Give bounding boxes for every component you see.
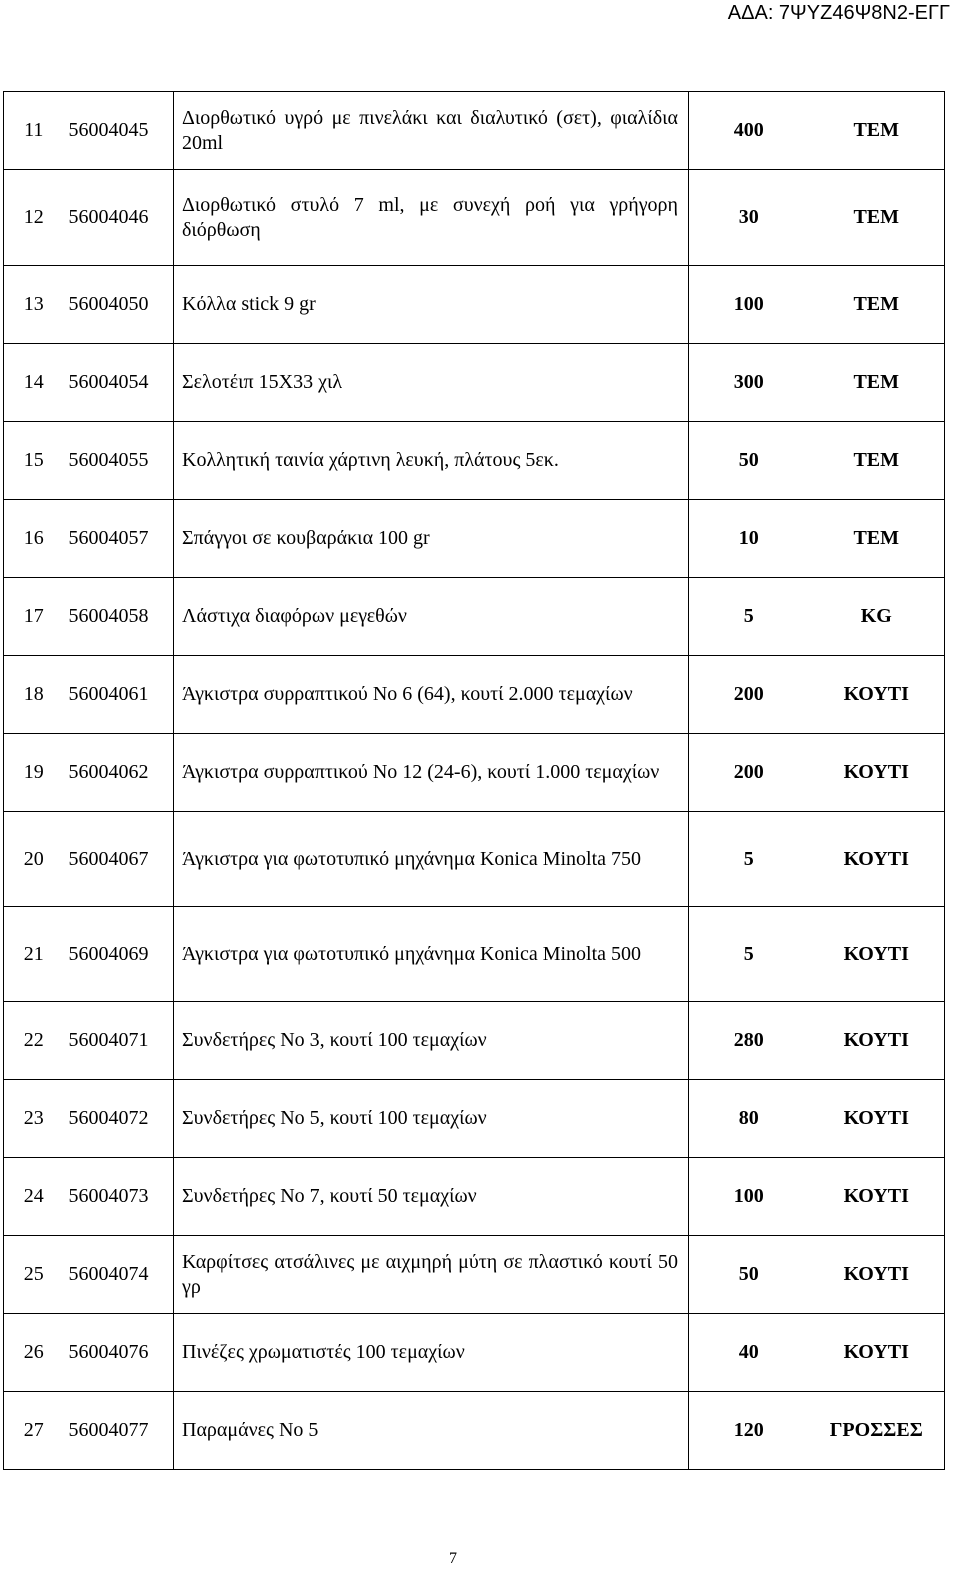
item-code: 56004067 — [64, 812, 174, 907]
table-row — [4, 1314, 945, 1392]
item-quantity: 300 — [689, 344, 809, 422]
item-code: 56004073 — [64, 1158, 174, 1236]
item-number: 23 — [4, 1080, 64, 1158]
item-description: Κολλητική ταινία χάρτινη λευκή, πλάτους 5εκ. — [174, 422, 689, 500]
item-description: Κόλλα stick 9 gr — [174, 266, 689, 344]
item-description: Συνδετήρες Νο 5, κουτί 100 τεμαχίων — [174, 1080, 689, 1158]
item-quantity: 200 — [689, 734, 809, 812]
item-description: Συνδετήρες Νο 7, κουτί 50 τεμαχίων — [174, 1158, 689, 1236]
item-unit: ΚΟΥΤΙ — [809, 1158, 945, 1236]
item-quantity: 80 — [689, 1080, 809, 1158]
table-row — [4, 1236, 945, 1314]
item-unit: ΚΟΥΤΙ — [809, 656, 945, 734]
table-row — [4, 92, 945, 170]
table-row — [4, 907, 945, 1002]
item-description: Άγκιστρα συρραπτικού Νο 12 (24-6), κουτί 1.000 τεμαχίων — [174, 734, 689, 812]
item-description: Διορθωτικό στυλό 7 ml, με συνεχή ροή για γρήγορη διόρθωση — [174, 170, 689, 266]
table-row — [4, 656, 945, 734]
item-code: 56004050 — [64, 266, 174, 344]
item-number: 25 — [4, 1236, 64, 1314]
item-number: 21 — [4, 907, 64, 1002]
item-unit: ΤΕΜ — [809, 266, 945, 344]
item-quantity: 400 — [689, 92, 809, 170]
item-unit: ΚΟΥΤΙ — [809, 907, 945, 1002]
item-description: Πινέζες χρωματιστές 100 τεμαχίων — [174, 1314, 689, 1392]
item-number: 27 — [4, 1392, 64, 1470]
table-row — [4, 170, 945, 266]
item-description: Λάστιχα διαφόρων μεγεθών — [174, 578, 689, 656]
item-code: 56004058 — [64, 578, 174, 656]
item-number: 14 — [4, 344, 64, 422]
item-unit: ΤΕΜ — [809, 500, 945, 578]
ada-code: ΑΔΑ: 7ΨΥΖ46Ψ8Ν2-ΕΓΓ — [727, 2, 950, 24]
item-description: Συνδετήρες Νο 3, κουτί 100 τεμαχίων — [174, 1002, 689, 1080]
item-description: Σπάγγοι σε κουβαράκια 100 gr — [174, 500, 689, 578]
items-table-body — [4, 92, 945, 1470]
table-row — [4, 812, 945, 907]
item-code: 56004054 — [64, 344, 174, 422]
item-unit: ΤΕΜ — [809, 422, 945, 500]
item-code: 56004071 — [64, 1002, 174, 1080]
item-code: 56004074 — [64, 1236, 174, 1314]
item-description: Άγκιστρα για φωτοτυπικό μηχάνημα Konica Minolta 750 — [174, 812, 689, 907]
item-number: 16 — [4, 500, 64, 578]
table-row — [4, 266, 945, 344]
item-number: 13 — [4, 266, 64, 344]
item-number: 24 — [4, 1158, 64, 1236]
item-quantity: 40 — [689, 1314, 809, 1392]
item-unit: ΚΟΥΤΙ — [809, 1002, 945, 1080]
item-unit: ΤΕΜ — [809, 92, 945, 170]
item-unit: ΚΟΥΤΙ — [809, 812, 945, 907]
item-unit: ΓΡΟΣΣΕΣ — [809, 1392, 945, 1470]
table-row — [4, 578, 945, 656]
item-description: Σελοτέιπ 15Χ33 χιλ — [174, 344, 689, 422]
item-number: 26 — [4, 1314, 64, 1392]
table-row — [4, 500, 945, 578]
item-quantity: 5 — [689, 907, 809, 1002]
table-row — [4, 1158, 945, 1236]
item-quantity: 280 — [689, 1002, 809, 1080]
item-quantity: 120 — [689, 1392, 809, 1470]
item-quantity: 100 — [689, 1158, 809, 1236]
item-unit: ΚΟΥΤΙ — [809, 734, 945, 812]
item-code: 56004069 — [64, 907, 174, 1002]
item-number: 15 — [4, 422, 64, 500]
item-unit: ΚΟΥΤΙ — [809, 1314, 945, 1392]
item-description: Καρφίτσες ατσάλινες με αιχμηρή μύτη σε πλαστικό κουτί 50 γρ — [174, 1236, 689, 1314]
table-row — [4, 734, 945, 812]
item-code: 56004045 — [64, 92, 174, 170]
item-number: 11 — [4, 92, 64, 170]
item-unit: KG — [809, 578, 945, 656]
item-number: 22 — [4, 1002, 64, 1080]
item-number: 12 — [4, 170, 64, 266]
item-code: 56004062 — [64, 734, 174, 812]
item-quantity: 50 — [689, 422, 809, 500]
page-number: 7 — [449, 1550, 457, 1567]
item-number: 18 — [4, 656, 64, 734]
items-table — [3, 91, 945, 1470]
item-code: 56004061 — [64, 656, 174, 734]
table-row — [4, 1002, 945, 1080]
item-quantity: 30 — [689, 170, 809, 266]
item-unit: ΤΕΜ — [809, 170, 945, 266]
item-quantity: 50 — [689, 1236, 809, 1314]
item-code: 56004046 — [64, 170, 174, 266]
item-code: 56004076 — [64, 1314, 174, 1392]
item-code: 56004077 — [64, 1392, 174, 1470]
table-row — [4, 1392, 945, 1470]
item-quantity: 5 — [689, 812, 809, 907]
item-number: 19 — [4, 734, 64, 812]
item-quantity: 10 — [689, 500, 809, 578]
item-quantity: 100 — [689, 266, 809, 344]
table-row — [4, 344, 945, 422]
item-unit: ΚΟΥΤΙ — [809, 1236, 945, 1314]
item-code: 56004055 — [64, 422, 174, 500]
item-quantity: 5 — [689, 578, 809, 656]
item-code: 56004072 — [64, 1080, 174, 1158]
item-number: 17 — [4, 578, 64, 656]
item-description: Παραμάνες Νο 5 — [174, 1392, 689, 1470]
table-row — [4, 422, 945, 500]
item-description: Άγκιστρα για φωτοτυπικό μηχάνημα Konica Minolta 500 — [174, 907, 689, 1002]
item-description: Διορθωτικό υγρό με πινελάκι και διαλυτικό (σετ), φιαλίδια 20ml — [174, 92, 689, 170]
item-code: 56004057 — [64, 500, 174, 578]
item-unit: ΚΟΥΤΙ — [809, 1080, 945, 1158]
item-number: 20 — [4, 812, 64, 907]
item-quantity: 200 — [689, 656, 809, 734]
item-unit: ΤΕΜ — [809, 344, 945, 422]
item-description: Άγκιστρα συρραπτικού Νο 6 (64), κουτί 2.000 τεμαχίων — [174, 656, 689, 734]
table-row — [4, 1080, 945, 1158]
